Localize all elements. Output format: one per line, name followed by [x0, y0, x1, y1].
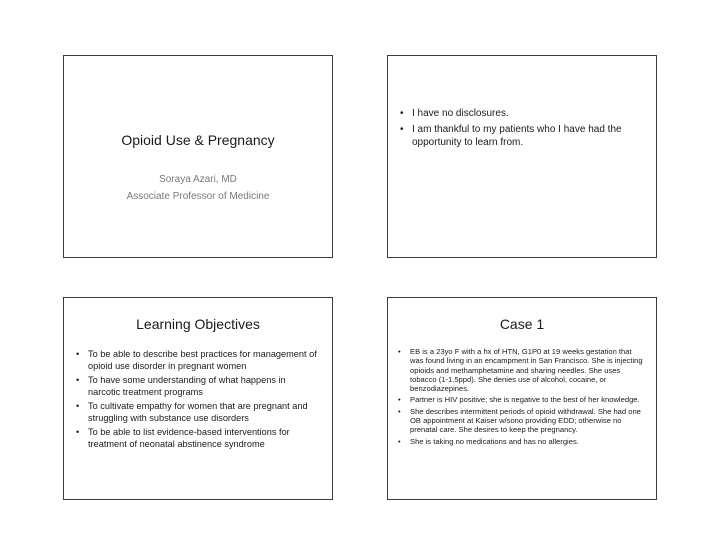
- list-item: • Partner is HIV positive; she is negative to the best of her knowledge.: [398, 395, 646, 404]
- author-position: Associate Professor of Medicine: [126, 191, 270, 202]
- presentation-title: Opioid Use & Pregnancy: [121, 132, 275, 148]
- disclosures-list: [400, 107, 642, 152]
- objectives-list: [76, 348, 320, 452]
- list-item: • She describes intermittent periods of opioid withdrawal. She had one OB appointment at Kaiser w/sono providing EDD; otherwise no prenatal care. She desires to keep the pregnancy.: [398, 407, 646, 435]
- list-item: • To have some understanding of what happens in narcotic treatment programs: [76, 374, 320, 398]
- slide-heading: Case 1: [499, 316, 545, 332]
- list-item: • To cultivate empathy for women that are pregnant and struggling with substance use disorders: [76, 400, 320, 424]
- author-name: Soraya Azari, MD: [159, 174, 237, 185]
- list-item: • She is taking no medications and has no allergies.: [398, 437, 646, 446]
- list-item: • I am thankful to my patients who I have had the opportunity to learn from.: [400, 123, 642, 149]
- list-item: • EB is a 23yo F with a hx of HTN, G1P0 at 19 weeks gestation that was found living in an encampment in San Francisco. She is injecting opioids and methamphetamine and sharing needles. She uses tobacco (1-1.5ppd). She denies use of alcohol, cocaine, or benzodiazepines.: [398, 347, 646, 393]
- slide-case-1: [387, 297, 657, 500]
- list-item: • To be able to list evidence-based interventions for treatment of neonatal abstinence syndrome: [76, 426, 320, 450]
- slide-disclosures: [387, 55, 657, 258]
- slide-heading: Learning Objectives: [136, 316, 260, 332]
- list-item: • I have no disclosures.: [400, 107, 642, 120]
- case-list: [398, 347, 646, 448]
- list-item: • To be able to describe best practices for management of opioid use disorder in pregnant women: [76, 348, 320, 372]
- slide-learning-objectives: [63, 297, 333, 500]
- slide-title: [63, 55, 333, 258]
